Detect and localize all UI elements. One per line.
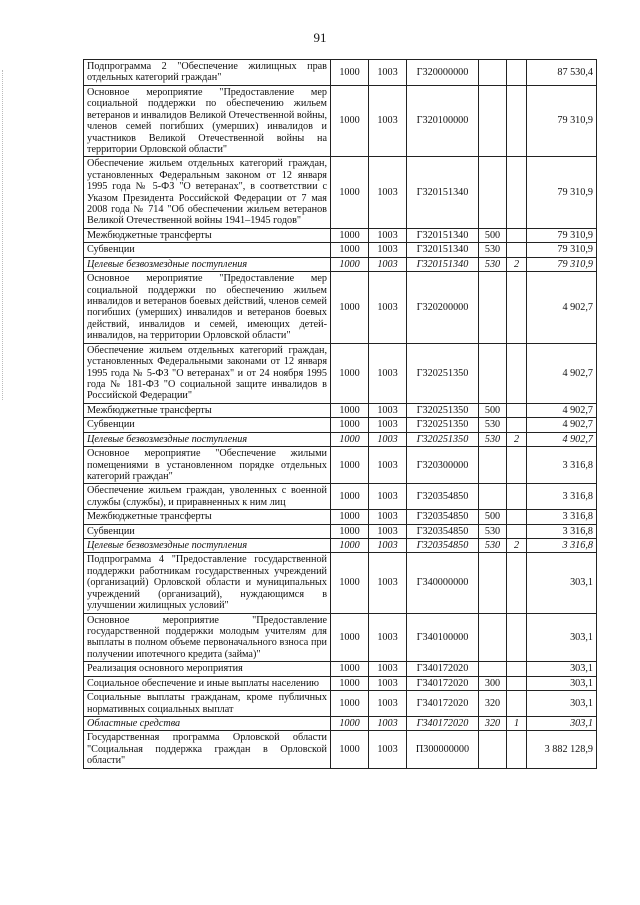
section-code-cell: 1000 [331, 613, 369, 662]
funding-source-code-cell: 2 [507, 432, 527, 446]
target-article-code-cell: Г340100000 [407, 613, 479, 662]
target-article-code-cell: Г320251350 [407, 403, 479, 417]
target-article-code-cell: Г320151340 [407, 257, 479, 271]
subsection-code-cell: 1003 [369, 60, 407, 86]
table-row [84, 85, 597, 157]
expense-type-code-cell [479, 447, 507, 484]
expense-type-code-cell: 300 [479, 676, 507, 690]
funding-source-code-cell [507, 228, 527, 242]
target-article-code-cell: Г320200000 [407, 272, 479, 344]
section-code-cell: 1000 [331, 731, 369, 768]
section-code-cell: 1000 [331, 447, 369, 484]
funding-source-code-cell: 2 [507, 539, 527, 553]
section-code-cell: 1000 [331, 539, 369, 553]
funding-source-code-cell [507, 553, 527, 613]
funding-source-code-cell [507, 510, 527, 524]
target-article-code-cell: Г320354850 [407, 524, 479, 538]
subsection-code-cell: 1003 [369, 343, 407, 403]
expense-type-code-cell [479, 553, 507, 613]
page-number: 91 [313, 30, 327, 45]
amount-cell: 303,1 [527, 691, 597, 717]
section-code-cell: 1000 [331, 716, 369, 730]
funding-source-code-cell [507, 524, 527, 538]
funding-source-code-cell [507, 243, 527, 257]
funding-source-code-cell [507, 484, 527, 510]
amount-cell: 4 902,7 [527, 418, 597, 432]
target-article-code-cell: Г320000000 [407, 60, 479, 86]
section-code-cell: 1000 [331, 85, 369, 157]
target-article-code-cell: Г340172020 [407, 716, 479, 730]
subsection-code-cell: 1003 [369, 716, 407, 730]
subsection-code-cell: 1003 [369, 553, 407, 613]
section-code-cell: 1000 [331, 257, 369, 271]
target-article-code-cell: Г320354850 [407, 510, 479, 524]
amount-cell: 4 902,7 [527, 343, 597, 403]
amount-cell: 3 316,8 [527, 447, 597, 484]
subsection-code-cell: 1003 [369, 418, 407, 432]
expense-type-code-cell [479, 60, 507, 86]
expense-type-code-cell [479, 157, 507, 229]
amount-cell: 4 902,7 [527, 403, 597, 417]
section-code-cell: 1000 [331, 403, 369, 417]
subsection-code-cell: 1003 [369, 691, 407, 717]
target-article-code-cell: Г320151340 [407, 243, 479, 257]
table-row [84, 272, 597, 344]
amount-cell: 79 310,9 [527, 157, 597, 229]
table-row [84, 553, 597, 613]
table-row [84, 257, 597, 271]
expense-type-code-cell [479, 85, 507, 157]
section-code-cell: 1000 [331, 484, 369, 510]
subsection-code-cell: 1003 [369, 85, 407, 157]
table-row [84, 510, 597, 524]
row-name-cell: Основное мероприятие "Обеспечение жилыми помещениями в установленном порядке отдельных категорий граждан" [84, 447, 331, 484]
funding-source-code-cell [507, 676, 527, 690]
expense-type-code-cell [479, 613, 507, 662]
expense-type-code-cell: 530 [479, 524, 507, 538]
amount-cell: 79 310,9 [527, 85, 597, 157]
amount-cell: 79 310,9 [527, 228, 597, 242]
table-row [84, 691, 597, 717]
amount-cell: 303,1 [527, 716, 597, 730]
amount-cell: 79 310,9 [527, 243, 597, 257]
subsection-code-cell: 1003 [369, 510, 407, 524]
funding-source-code-cell [507, 691, 527, 717]
subsection-code-cell: 1003 [369, 432, 407, 446]
target-article-code-cell: Г340172020 [407, 691, 479, 717]
row-name-cell: Основное мероприятие "Предоставление мер социальной поддержки по обеспечению жильем инвалидов и ветеранов боевых действий, членов семей погибших (умерших) инвалидов и ветеранов боевых действий, инвалидов и семей, имеющих детей-инвалидов, на территории Орловской области" [84, 272, 331, 344]
row-name-cell: Обеспечение жильем отдельных категорий граждан, установленных Федеральными законами от 12 января 1995 года № 5-ФЗ "О ветеранах" и от 24 ноября 1995 года № 181-ФЗ "О социальной защите инвалидов в Российской Федерации" [84, 343, 331, 403]
row-name-cell: Основное мероприятие "Предоставление мер социальной поддержки по обеспечению жильем ветеранов и инвалидов Великой Отечественной войны, членов семей погибших (умерших) инвалидов и участников Великой Отечественной войны на территории Орловской области" [84, 85, 331, 157]
section-code-cell: 1000 [331, 691, 369, 717]
subsection-code-cell: 1003 [369, 257, 407, 271]
expense-type-code-cell: 500 [479, 510, 507, 524]
expense-type-code-cell: 530 [479, 257, 507, 271]
row-name-cell: Субвенции [84, 243, 331, 257]
table-row [84, 60, 597, 86]
subsection-code-cell: 1003 [369, 243, 407, 257]
expense-type-code-cell: 530 [479, 243, 507, 257]
row-name-cell: Основное мероприятие "Предоставление государственной поддержки молодым учителям для выплаты в полном объеме первоначального взноса при получении ипотечного кредита (займа)" [84, 613, 331, 662]
table-row [84, 676, 597, 690]
subsection-code-cell: 1003 [369, 484, 407, 510]
table-row [84, 484, 597, 510]
row-name-cell: Межбюджетные трансферты [84, 228, 331, 242]
target-article-code-cell: Г320251350 [407, 418, 479, 432]
table-row [84, 228, 597, 242]
table-row [84, 447, 597, 484]
target-article-code-cell: Г320300000 [407, 447, 479, 484]
row-name-cell: Государственная программа Орловской области "Социальная поддержка граждан в Орловской области" [84, 731, 331, 768]
target-article-code-cell: П300000000 [407, 731, 479, 768]
table-row [84, 731, 597, 768]
table-row [84, 243, 597, 257]
subsection-code-cell: 1003 [369, 447, 407, 484]
budget-table [83, 59, 597, 769]
row-name-cell: Подпрограмма 4 "Предоставление государственной поддержки работникам государственных учреждений (организаций) Орловской области и муниципальных учреждений (организаций), нуждающимся в улучшении жилищных условий" [84, 553, 331, 613]
table-row [84, 539, 597, 553]
subsection-code-cell: 1003 [369, 613, 407, 662]
funding-source-code-cell: 2 [507, 257, 527, 271]
funding-source-code-cell [507, 418, 527, 432]
row-name-cell: Субвенции [84, 524, 331, 538]
funding-source-code-cell [507, 272, 527, 344]
target-article-code-cell: Г320151340 [407, 228, 479, 242]
target-article-code-cell: Г320251350 [407, 432, 479, 446]
row-name-cell: Целевые безвозмездные поступления [84, 539, 331, 553]
subsection-code-cell: 1003 [369, 539, 407, 553]
amount-cell: 3 882 128,9 [527, 731, 597, 768]
funding-source-code-cell [507, 157, 527, 229]
section-code-cell: 1000 [331, 343, 369, 403]
amount-cell: 87 530,4 [527, 60, 597, 86]
section-code-cell: 1000 [331, 418, 369, 432]
subsection-code-cell: 1003 [369, 676, 407, 690]
funding-source-code-cell [507, 613, 527, 662]
row-name-cell: Целевые безвозмездные поступления [84, 257, 331, 271]
budget-table-body [84, 60, 597, 769]
expense-type-code-cell [479, 662, 507, 676]
amount-cell: 3 316,8 [527, 484, 597, 510]
row-name-cell: Социальное обеспечение и иные выплаты населению [84, 676, 331, 690]
funding-source-code-cell [507, 447, 527, 484]
row-name-cell: Межбюджетные трансферты [84, 403, 331, 417]
subsection-code-cell: 1003 [369, 403, 407, 417]
row-name-cell: Обеспечение жильем отдельных категорий граждан, установленных Федеральным законом от 12 января 1995 года № 5-ФЗ "О ветеранах", в соответствии с Указом Президента Российской Федерации от 7 мая 2008 года № 714 "Об обеспечении жильем ветеранов Великой Отечественной войны 1941–1945 годов" [84, 157, 331, 229]
amount-cell: 303,1 [527, 676, 597, 690]
section-code-cell: 1000 [331, 228, 369, 242]
row-name-cell: Субвенции [84, 418, 331, 432]
expense-type-code-cell: 530 [479, 539, 507, 553]
row-name-cell: Целевые безвозмездные поступления [84, 432, 331, 446]
funding-source-code-cell: 1 [507, 716, 527, 730]
binding-margin-dots [2, 70, 9, 400]
section-code-cell: 1000 [331, 662, 369, 676]
row-name-cell: Реализация основного мероприятия [84, 662, 331, 676]
target-article-code-cell: Г320151340 [407, 157, 479, 229]
table-row [84, 157, 597, 229]
subsection-code-cell: 1003 [369, 157, 407, 229]
subsection-code-cell: 1003 [369, 524, 407, 538]
table-row [84, 613, 597, 662]
section-code-cell: 1000 [331, 157, 369, 229]
row-name-cell: Обеспечение жильем граждан, уволенных с военной службы (службы), и приравненных к ним лиц [84, 484, 331, 510]
target-article-code-cell: Г320354850 [407, 484, 479, 510]
table-row [84, 662, 597, 676]
funding-source-code-cell [507, 60, 527, 86]
amount-cell: 3 316,8 [527, 510, 597, 524]
row-name-cell: Областные средства [84, 716, 331, 730]
section-code-cell: 1000 [331, 553, 369, 613]
table-row [84, 524, 597, 538]
expense-type-code-cell: 530 [479, 418, 507, 432]
row-name-cell: Подпрограмма 2 "Обеспечение жилищных прав отдельных категорий граждан" [84, 60, 331, 86]
amount-cell: 303,1 [527, 613, 597, 662]
funding-source-code-cell [507, 662, 527, 676]
expense-type-code-cell: 320 [479, 716, 507, 730]
table-row [84, 716, 597, 730]
subsection-code-cell: 1003 [369, 662, 407, 676]
table-row [84, 418, 597, 432]
amount-cell: 303,1 [527, 662, 597, 676]
expense-type-code-cell [479, 343, 507, 403]
table-row [84, 343, 597, 403]
expense-type-code-cell [479, 484, 507, 510]
expense-type-code-cell: 500 [479, 228, 507, 242]
target-article-code-cell: Г340000000 [407, 553, 479, 613]
section-code-cell: 1000 [331, 510, 369, 524]
target-article-code-cell: Г320354850 [407, 539, 479, 553]
subsection-code-cell: 1003 [369, 228, 407, 242]
table-row [84, 432, 597, 446]
subsection-code-cell: 1003 [369, 272, 407, 344]
row-name-cell: Социальные выплаты гражданам, кроме публичных нормативных социальных выплат [84, 691, 331, 717]
amount-cell: 3 316,8 [527, 539, 597, 553]
expense-type-code-cell [479, 731, 507, 768]
target-article-code-cell: Г320100000 [407, 85, 479, 157]
section-code-cell: 1000 [331, 243, 369, 257]
expense-type-code-cell: 530 [479, 432, 507, 446]
amount-cell: 4 902,7 [527, 272, 597, 344]
subsection-code-cell: 1003 [369, 731, 407, 768]
table-row [84, 403, 597, 417]
target-article-code-cell: Г340172020 [407, 676, 479, 690]
section-code-cell: 1000 [331, 432, 369, 446]
section-code-cell: 1000 [331, 676, 369, 690]
section-code-cell: 1000 [331, 272, 369, 344]
funding-source-code-cell [507, 343, 527, 403]
amount-cell: 79 310,9 [527, 257, 597, 271]
section-code-cell: 1000 [331, 60, 369, 86]
amount-cell: 4 902,7 [527, 432, 597, 446]
expense-type-code-cell [479, 272, 507, 344]
section-code-cell: 1000 [331, 524, 369, 538]
funding-source-code-cell [507, 85, 527, 157]
funding-source-code-cell [507, 731, 527, 768]
amount-cell: 3 316,8 [527, 524, 597, 538]
expense-type-code-cell: 500 [479, 403, 507, 417]
amount-cell: 303,1 [527, 553, 597, 613]
funding-source-code-cell [507, 403, 527, 417]
target-article-code-cell: Г320251350 [407, 343, 479, 403]
expense-type-code-cell: 320 [479, 691, 507, 717]
row-name-cell: Межбюджетные трансферты [84, 510, 331, 524]
target-article-code-cell: Г340172020 [407, 662, 479, 676]
